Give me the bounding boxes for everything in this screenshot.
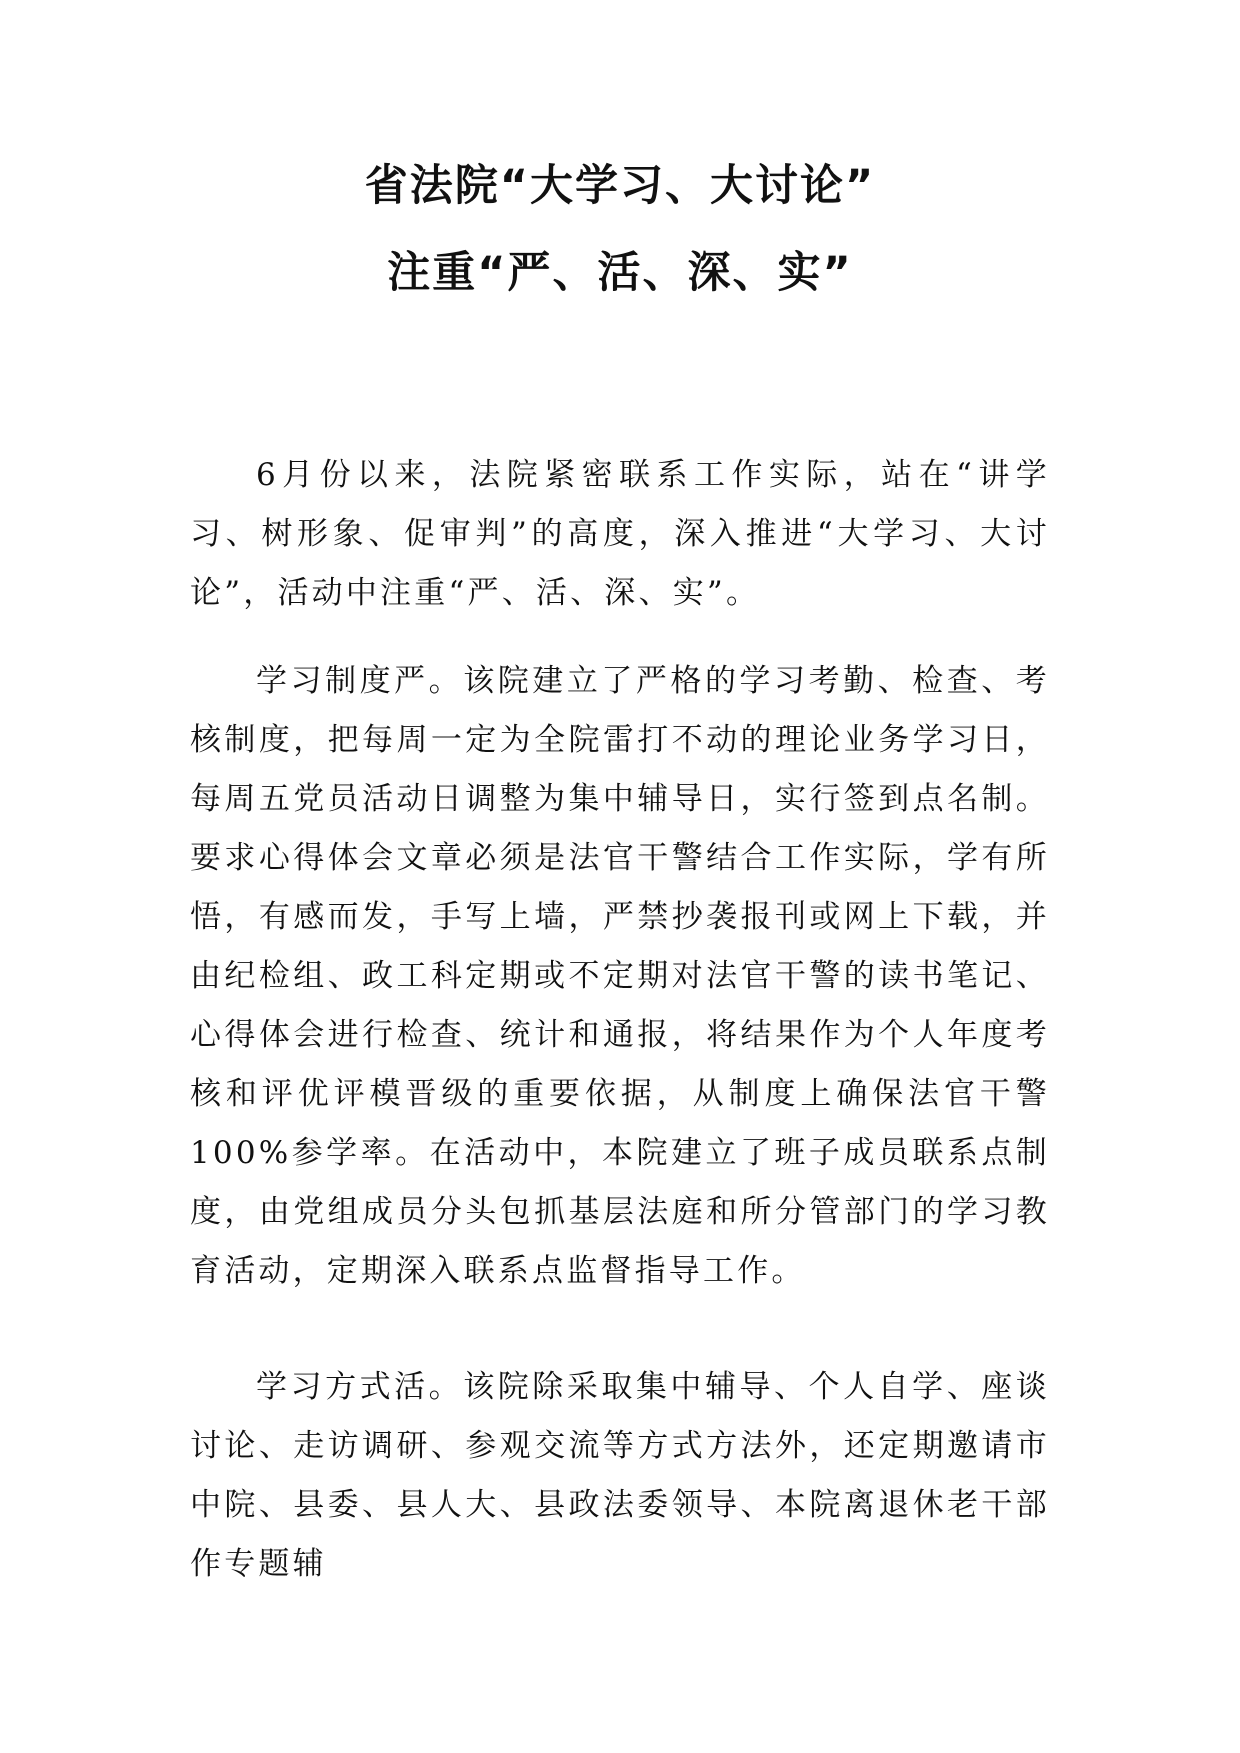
document-title-line-2: 注重“严、活、深、实” bbox=[387, 248, 853, 298]
paragraph-intro: 6月份以来，法院紧密联系工作实际，站在“讲学习、树形象、促审判”的高度，深入推进“大学习、大讨论”，活动中注重“严、活、深、实”。 bbox=[190, 457, 1050, 611]
document-title-line-1: 省法院“大学习、大讨论” bbox=[364, 161, 876, 211]
paragraph-study-system: 学习制度严。该院建立了严格的学习考勤、检查、考核制度，把每周一定为全院雷打不动的理论业务学习日，每周五党员活动日调整为集中辅导日，实行签到点名制。要求心得体会文章必须是法官干警结合工作实际，学有所悟，有感而发，手写上墙，严禁抄袭报刊或网上下载，并由纪检组、政工科定期或不定期对法官干警的读书笔记、心得体会进行检查、统计和通报，将结果作为个人年度考核和评优评模晋级的重要依据，从制度上确保法官干警100%参学率。在活动中，本院建立了班子成员联系点制度，由党组成员分头包抓基层法庭和所分管部门的学习教育活动，定期深入联系点监督指导工作。 bbox=[190, 663, 1050, 1289]
paragraph-study-methods: 学习方式活。该院除采取集中辅导、个人自学、座谈讨论、走访调研、参观交流等方式方法外，还定期邀请市中院、县委、县人大、县政法委领导、本院离退休老干部作专题辅 bbox=[190, 1369, 1050, 1582]
